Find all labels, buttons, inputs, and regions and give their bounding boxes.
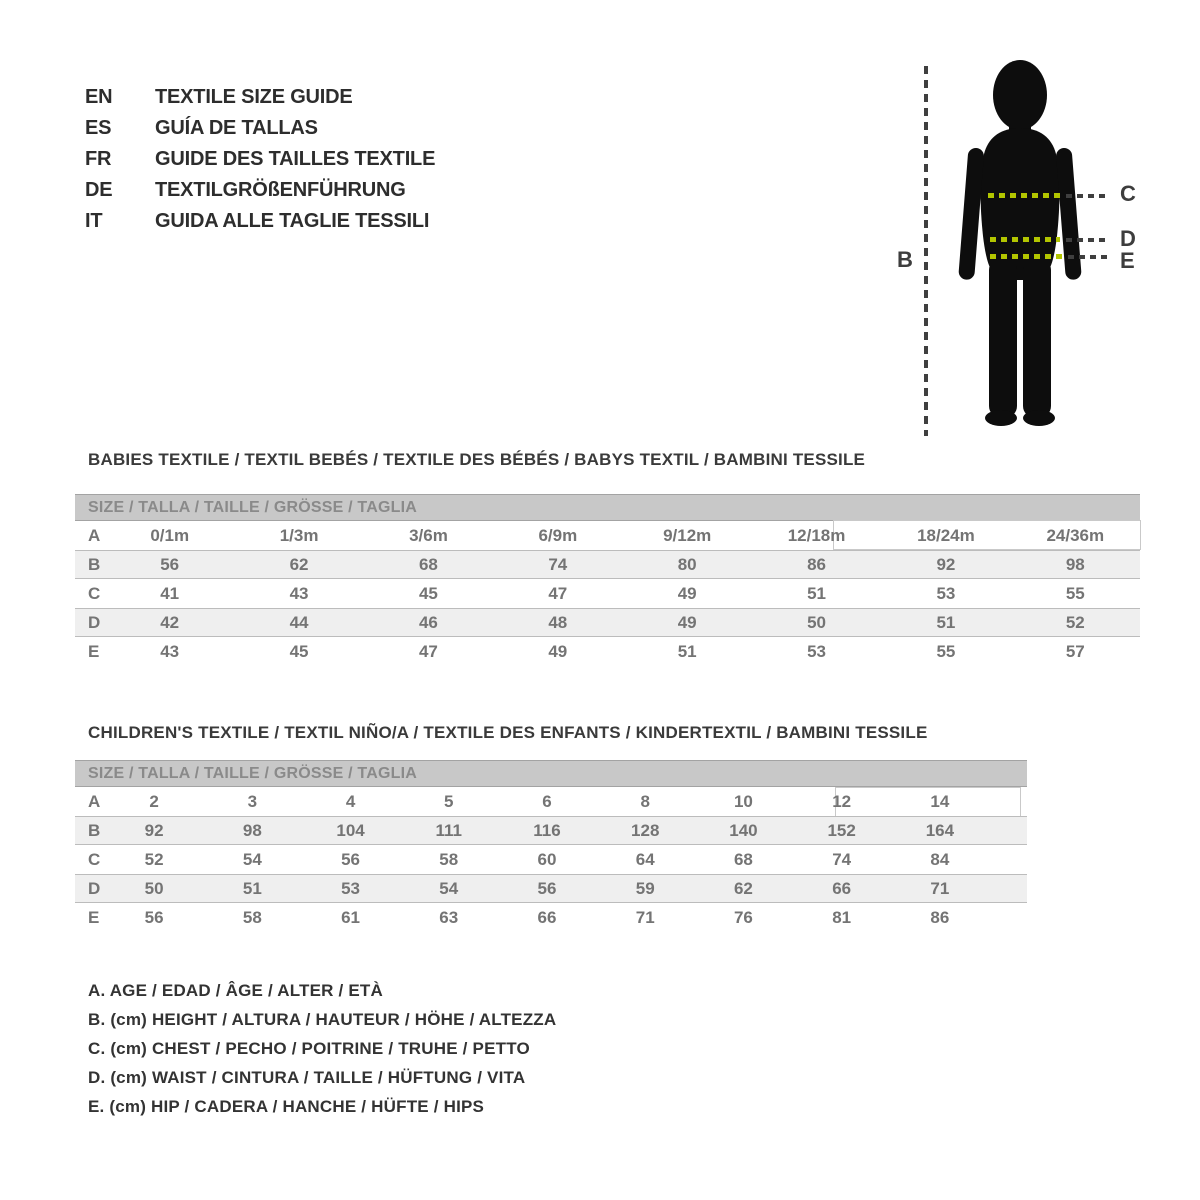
size-table-row-B bbox=[75, 816, 1027, 845]
children-section-heading: CHILDREN'S TEXTILE / TEXTIL NIÑO/A / TEXTILE DES ENFANTS / KINDERTEXTIL / BAMBINI TESSILE bbox=[88, 723, 928, 742]
size-value-cell: 48 bbox=[548, 612, 568, 632]
babies-size-table bbox=[75, 494, 1140, 666]
size-value-cell: 66 bbox=[537, 907, 557, 927]
size-value-cell: 92 bbox=[144, 820, 164, 840]
size-value-cell: 46 bbox=[418, 612, 438, 632]
size-value-cell: 53 bbox=[936, 583, 956, 603]
size-value-cell: 51 bbox=[677, 641, 697, 661]
size-value-cell: 140 bbox=[729, 820, 758, 840]
size-value-cell: 50 bbox=[144, 878, 164, 898]
legend-age: A. AGE / EDAD / ÂGE / ALTER / ETÀ bbox=[88, 981, 383, 1000]
size-value-cell: 53 bbox=[807, 641, 827, 661]
size-value-cell: 41 bbox=[160, 583, 180, 603]
language-title: TEXTILE SIZE GUIDE bbox=[155, 86, 353, 108]
size-table-row-E bbox=[75, 637, 1140, 666]
size-value-cell: 45 bbox=[289, 641, 309, 661]
size-value-cell: 59 bbox=[635, 878, 655, 898]
size-value-cell: 52 bbox=[144, 849, 164, 869]
language-row-en bbox=[85, 82, 435, 113]
language-code: FR bbox=[85, 148, 112, 170]
size-value-cell: 50 bbox=[807, 612, 827, 632]
language-title-list bbox=[85, 82, 435, 237]
legend-height: B. (cm) HEIGHT / ALTURA / HAUTEUR / HÖHE / ALTEZZA bbox=[88, 1010, 557, 1029]
size-value-cell: 58 bbox=[242, 907, 262, 927]
size-table-row-A bbox=[75, 521, 1140, 550]
row-label: B bbox=[88, 554, 101, 574]
size-value-cell: 56 bbox=[537, 878, 557, 898]
size-value-cell: 62 bbox=[289, 554, 309, 574]
size-value-cell: 3 bbox=[247, 791, 258, 811]
size-value-cell: 10 bbox=[733, 791, 753, 811]
size-value-cell: 6 bbox=[542, 791, 552, 811]
size-value-cell: 98 bbox=[1065, 554, 1085, 574]
hip-measure-leader bbox=[1068, 255, 1108, 259]
waist-measure-line bbox=[990, 237, 1060, 242]
size-value-cell: 81 bbox=[832, 907, 852, 927]
size-value-cell: 68 bbox=[733, 849, 753, 869]
size-value-cell: 52 bbox=[1065, 612, 1085, 632]
size-value-cell: 80 bbox=[677, 554, 697, 574]
size-value-cell: 0/1m bbox=[150, 525, 190, 545]
size-value-cell: 68 bbox=[418, 554, 438, 574]
chest-measure-line bbox=[988, 193, 1060, 198]
size-value-cell: 47 bbox=[548, 583, 568, 603]
legend-waist: D. (cm) WAIST / CINTURA / TAILLE / HÜFTUNG / VITA bbox=[88, 1068, 526, 1087]
size-table-row-E bbox=[75, 903, 1027, 932]
size-value-cell: 56 bbox=[160, 554, 180, 574]
waist-measure-label: D bbox=[1120, 226, 1136, 251]
height-measure-line bbox=[924, 66, 928, 436]
size-value-cell: 98 bbox=[242, 820, 262, 840]
row-label: A bbox=[88, 791, 101, 811]
size-value-cell: 4 bbox=[345, 791, 356, 811]
size-value-cell: 61 bbox=[341, 907, 360, 927]
size-value-cell: 51 bbox=[242, 878, 262, 898]
size-value-cell: 86 bbox=[930, 907, 950, 927]
size-value-cell: 92 bbox=[936, 554, 956, 574]
size-value-cell: 54 bbox=[439, 878, 459, 898]
language-title: TEXTILGRÖßENFÜHRUNG bbox=[155, 179, 406, 201]
size-value-cell: 63 bbox=[439, 907, 459, 927]
size-value-cell: 71 bbox=[635, 907, 655, 927]
size-value-cell: 44 bbox=[289, 612, 309, 632]
size-value-cell: 55 bbox=[936, 641, 956, 661]
child-silhouette-figure bbox=[955, 58, 1085, 435]
size-value-cell: 64 bbox=[635, 849, 655, 869]
language-row-de bbox=[85, 175, 435, 206]
size-value-cell: 43 bbox=[289, 583, 309, 603]
chest-measure-label: C bbox=[1120, 181, 1136, 206]
size-value-cell: 84 bbox=[930, 849, 950, 869]
size-value-cell: 49 bbox=[548, 641, 568, 661]
hip-measure-line bbox=[990, 254, 1062, 259]
size-value-cell: 58 bbox=[439, 849, 459, 869]
measurement-legend bbox=[88, 976, 556, 1121]
size-value-cell: 60 bbox=[537, 849, 557, 869]
size-value-cell: 43 bbox=[160, 641, 180, 661]
size-value-cell: 1/3m bbox=[279, 525, 319, 545]
size-value-cell: 47 bbox=[418, 641, 438, 661]
size-value-cell: 53 bbox=[341, 878, 360, 898]
size-value-cell: 86 bbox=[807, 554, 827, 574]
row-label: E bbox=[88, 907, 100, 927]
size-value-cell: 3/6m bbox=[409, 525, 448, 545]
size-value-cell: 128 bbox=[631, 820, 660, 840]
language-title: GUIDE DES TAILLES TEXTILE bbox=[155, 148, 436, 170]
language-code: IT bbox=[85, 210, 103, 232]
language-code: EN bbox=[85, 86, 113, 108]
size-value-cell: 51 bbox=[807, 583, 827, 603]
size-header-bar: SIZE / TALLA / TAILLE / GRÖSSE / TAGLIA bbox=[75, 494, 1140, 521]
language-code: DE bbox=[85, 179, 113, 201]
size-value-cell: 66 bbox=[832, 878, 852, 898]
hip-measure-label: E bbox=[1120, 248, 1135, 273]
size-value-cell: 45 bbox=[418, 583, 438, 603]
row-label: D bbox=[88, 612, 101, 632]
size-value-cell: 55 bbox=[1065, 583, 1085, 603]
size-value-cell: 51 bbox=[936, 612, 956, 632]
size-value-cell: 104 bbox=[336, 820, 365, 840]
size-table-row-C bbox=[75, 579, 1140, 608]
size-value-cell: 111 bbox=[435, 820, 463, 840]
legend-hip: E. (cm) HIP / CADERA / HANCHE / HÜFTE / HIPS bbox=[88, 1097, 485, 1116]
size-value-cell: 164 bbox=[925, 820, 955, 840]
height-measure-label: B bbox=[897, 247, 913, 272]
child-silhouette bbox=[955, 58, 1085, 435]
size-value-cell: 8 bbox=[640, 791, 650, 811]
size-value-cell: 24/36m bbox=[1046, 525, 1105, 545]
language-title: GUIDA ALLE TAGLIE TESSILI bbox=[155, 210, 430, 232]
size-table-row-D bbox=[75, 874, 1027, 903]
row-label: C bbox=[88, 849, 101, 869]
size-value-cell: 71 bbox=[930, 878, 950, 898]
size-value-cell: 18/24m bbox=[917, 525, 975, 545]
size-value-cell: 62 bbox=[733, 878, 753, 898]
size-value-cell: 49 bbox=[677, 583, 697, 603]
size-value-cell: 49 bbox=[677, 612, 697, 632]
children-size-table bbox=[75, 760, 1027, 932]
babies-section-heading: BABIES TEXTILE / TEXTIL BEBÉS / TEXTILE DES BÉBÉS / BABYS TEXTIL / BAMBINI TESSILE bbox=[88, 450, 866, 469]
language-row-it bbox=[85, 206, 435, 237]
size-value-cell: 74 bbox=[548, 554, 568, 574]
language-code: ES bbox=[85, 117, 112, 139]
waist-measure-leader bbox=[1066, 238, 1108, 242]
size-table-row-D bbox=[75, 608, 1140, 637]
row-label: C bbox=[88, 583, 101, 603]
row-label: D bbox=[88, 878, 101, 898]
size-value-cell: 57 bbox=[1065, 641, 1085, 661]
size-value-cell: 116 bbox=[533, 820, 561, 840]
size-value-cell: 74 bbox=[832, 849, 852, 869]
size-table-row-B bbox=[75, 550, 1140, 579]
size-value-cell: 76 bbox=[733, 907, 753, 927]
size-value-cell: 5 bbox=[444, 791, 454, 811]
size-value-cell: 6/9m bbox=[538, 525, 578, 545]
row-label: B bbox=[88, 820, 101, 840]
size-value-cell: 56 bbox=[341, 849, 360, 869]
language-row-fr bbox=[85, 144, 435, 175]
size-value-cell: 2 bbox=[149, 791, 159, 811]
chest-measure-leader bbox=[1066, 194, 1110, 198]
row-label: A bbox=[88, 525, 101, 545]
size-value-cell: 42 bbox=[160, 612, 180, 632]
size-value-cell: 12/18m bbox=[787, 525, 846, 545]
legend-chest: C. (cm) CHEST / PECHO / POITRINE / TRUHE / PETTO bbox=[88, 1039, 530, 1058]
size-value-cell: 14 bbox=[930, 791, 950, 811]
size-value-cell: 56 bbox=[144, 907, 164, 927]
size-value-cell: 12 bbox=[832, 791, 852, 811]
size-value-cell: 54 bbox=[242, 849, 262, 869]
size-value-cell: 9/12m bbox=[663, 525, 712, 545]
language-title: GUÍA DE TALLAS bbox=[155, 117, 318, 139]
size-table-row-A bbox=[75, 787, 1027, 816]
language-row-es bbox=[85, 113, 435, 144]
row-label: E bbox=[88, 641, 100, 661]
size-table-row-C bbox=[75, 845, 1027, 874]
size-header-bar: SIZE / TALLA / TAILLE / GRÖSSE / TAGLIA bbox=[75, 760, 1027, 787]
size-value-cell: 152 bbox=[827, 820, 856, 840]
